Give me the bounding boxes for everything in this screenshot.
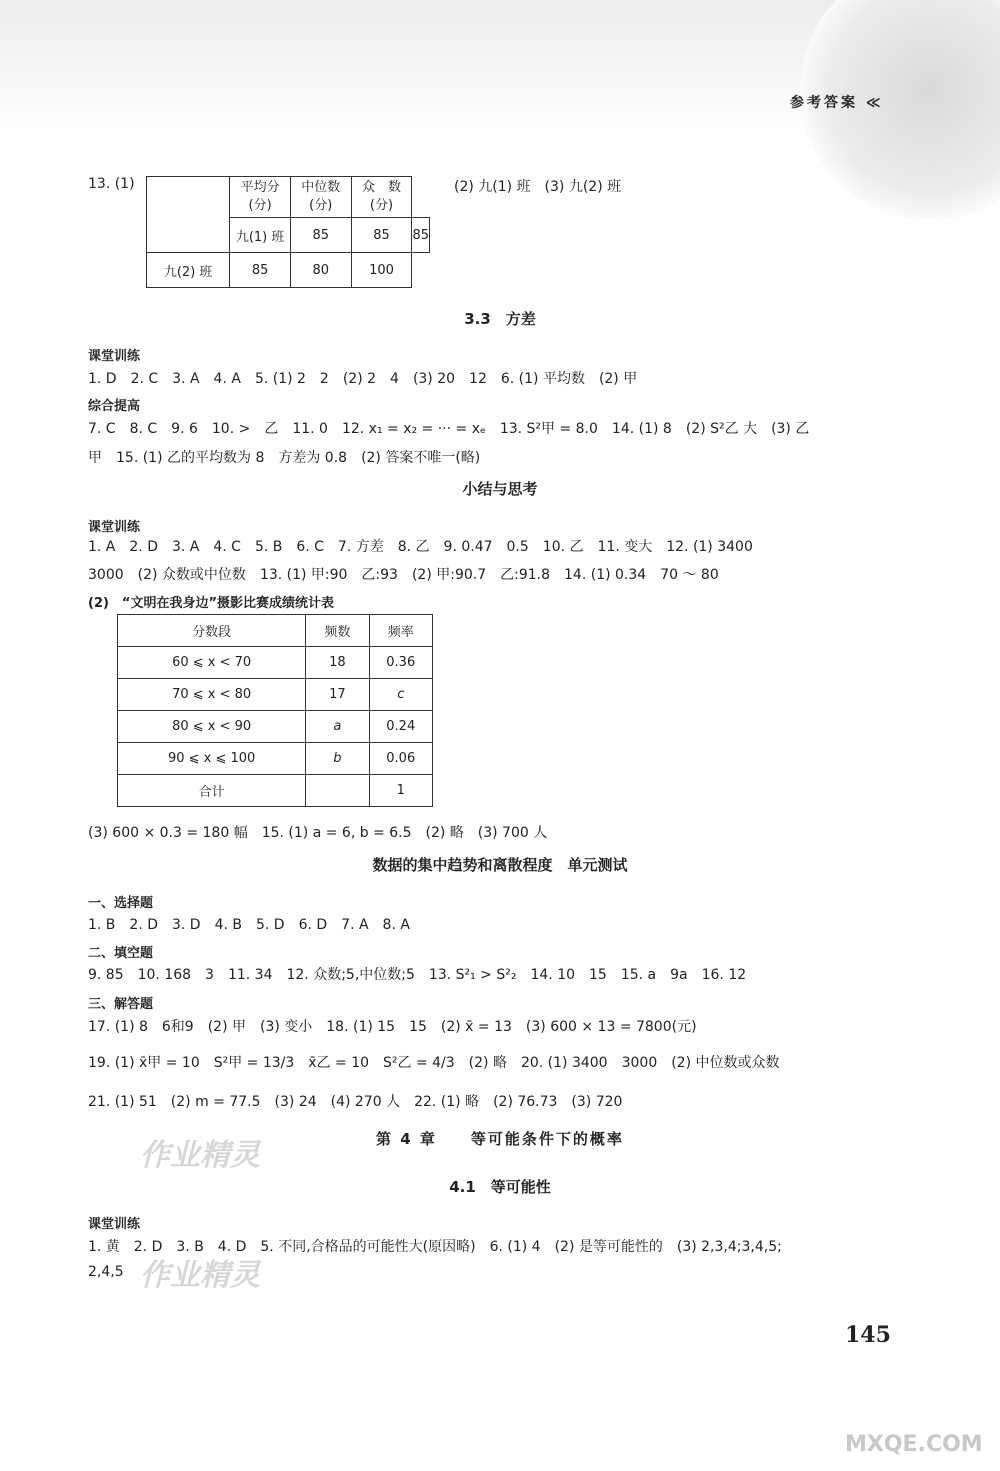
table-cell: 0.36 [369, 647, 432, 679]
col-head: 中位数 [301, 180, 341, 195]
table-cell: 80 [290, 253, 351, 288]
table-cell: 频率 [369, 615, 432, 647]
table-cell [306, 775, 369, 807]
classroom-heading: 课堂训练 [88, 1217, 141, 1232]
chevron-left-icon: ≪ [865, 95, 884, 111]
comprehensive-heading: 综合提高 [88, 399, 141, 414]
answer-line: 2,4,5 [88, 1264, 124, 1280]
table-cell: c [369, 679, 432, 711]
table-row [147, 253, 430, 288]
col-unit: (分) [369, 198, 394, 213]
section-title-summary: 小结与思考 [462, 480, 538, 498]
table-cell: 九(1) 班 [230, 218, 291, 253]
answer-line: 9. 85 10. 168 3 11. 34 12. 众数;5,中位数;5 13. S²₁ > S²₂ 14. 10 15 15. a 9a 16. 12 [88, 967, 747, 983]
table-cell: 100 [351, 253, 412, 288]
table-cell: 85 [351, 218, 412, 253]
table-row [118, 775, 433, 807]
answer-line: 3000 (2) 众数或中位数 13. (1) 甲:90 乙:93 (2) 甲:90.7 乙:91.8 14. (1) 0.34 70 ～ 80 [88, 567, 719, 583]
classroom-heading: 课堂训练 [88, 349, 141, 364]
table-cell: 90 ⩽ x ⩽ 100 [118, 743, 306, 775]
answer-line: 19. (1) x̄甲 = 10 S²甲 = 13/3 x̄乙 = 10 S²乙 = 4/3 (2) 略 20. (1) 3400 3000 (2) 中位数或众数 [88, 1055, 780, 1071]
table-row [118, 615, 433, 647]
section-title-4-1: 4.1 等可能性 [449, 1178, 551, 1196]
table-cell: a [306, 711, 369, 743]
table-cell [351, 177, 412, 218]
header-label [790, 92, 884, 112]
site-watermark: MXQE.COM [845, 1432, 983, 1457]
table-cell: 九(2) 班 [147, 253, 230, 288]
col-head: 众 数 [361, 180, 401, 195]
table-cell: 60 ⩽ x < 70 [118, 647, 306, 679]
table-row [118, 711, 433, 743]
table-row [147, 177, 430, 218]
watermark-logo: 作业精灵 [140, 1258, 260, 1293]
answer-line: 1. 黄 2. D 3. B 4. D 5. 不同,合格品的可能性大(原因略) 6. (1) 4 (2) 是等可能性的 (3) 2,3,4;3,4,5; [88, 1239, 782, 1255]
answer-line: 7. C 8. C 9. 6 10. > 乙 11. 0 12. x₁ = x₂ = ··· = xₑ 13. S²甲 = 8.0 14. (1) 8 (2) S²乙 大 (3) 乙 [88, 421, 810, 437]
table-cell: 70 ⩽ x < 80 [118, 679, 306, 711]
col-head: 平均分 [240, 180, 280, 195]
q13-prefix: 13. (1) [88, 176, 135, 192]
table-cell: 80 ⩽ x < 90 [118, 711, 306, 743]
section-title-3-3: 3.3 方差 [464, 310, 536, 328]
table-cell: 频数 [306, 615, 369, 647]
answer-line: 甲 15. (1) 乙的平均数为 8 方差为 0.8 (2) 答案不唯一(略) [88, 450, 481, 466]
answer-line: 1. D 2. C 3. A 4. A 5. (1) 2 2 (2) 2 4 (3) 20 12 6. (1) 平均数 (2) 甲 [88, 371, 638, 387]
table-cell: 分数段 [118, 615, 306, 647]
table-cell [147, 177, 230, 253]
page-number: 145 [845, 1322, 891, 1348]
table-cell: 1 [369, 775, 432, 807]
answer-line: 17. (1) 8 6和9 (2) 甲 (3) 变小 18. (1) 15 15 (2) x̄ = 13 (3) 600 × 13 = 7800(元) [88, 1019, 697, 1035]
table-row [118, 679, 433, 711]
score-table [117, 614, 433, 807]
col-unit: (分) [248, 198, 272, 213]
answer-line: 21. (1) 51 (2) m = 77.5 (3) 24 (4) 270 人 22. (1) 略 (2) 76.73 (3) 720 [88, 1094, 623, 1110]
table-cell: 0.06 [369, 743, 432, 775]
q13-table [146, 176, 430, 288]
table-cell: 0.24 [369, 711, 432, 743]
answer-line: 1. A 2. D 3. A 4. C 5. B 6. C 7. 方差 8. 乙 9. 0.47 0.5 10. 乙 11. 变大 12. (1) 3400 [88, 539, 753, 555]
section-title-unit-test: 数据的集中趋势和离散程度 单元测试 [372, 856, 628, 874]
answer-line: 1. B 2. D 3. D 4. B 5. D 6. D 7. A 8. A [88, 917, 410, 933]
watermark-logo: 作业精灵 [140, 1138, 260, 1173]
table-cell [290, 177, 351, 218]
table-caption: (2) “文明在我身边”摄影比赛成绩统计表 [88, 596, 335, 611]
table-row [118, 647, 433, 679]
part-heading: 二、填空题 [88, 946, 154, 961]
table-cell: 85 [412, 218, 430, 253]
table-cell: 85 [290, 218, 351, 253]
table-cell [230, 177, 291, 218]
table-cell: 合计 [118, 775, 306, 807]
header-label-text: 参考答案 [790, 95, 858, 111]
chapter-title: 第 4 章 等可能条件下的概率 [376, 1130, 624, 1148]
part-heading: 三、解答题 [88, 997, 154, 1012]
part-heading: 一、选择题 [88, 896, 154, 911]
table-cell: 17 [306, 679, 369, 711]
table-row [118, 743, 433, 775]
col-unit: (分) [309, 198, 333, 213]
table-cell: 85 [230, 253, 291, 288]
table-cell: 18 [306, 647, 369, 679]
answer-line: (3) 600 × 0.3 = 180 幅 15. (1) a = 6, b = 6.5 (2) 略 (3) 700 人 [88, 825, 548, 841]
q13-answers: (2) 九(1) 班 (3) 九(2) 班 [454, 179, 622, 195]
classroom-heading: 课堂训练 [88, 520, 141, 535]
table-cell: b [306, 743, 369, 775]
